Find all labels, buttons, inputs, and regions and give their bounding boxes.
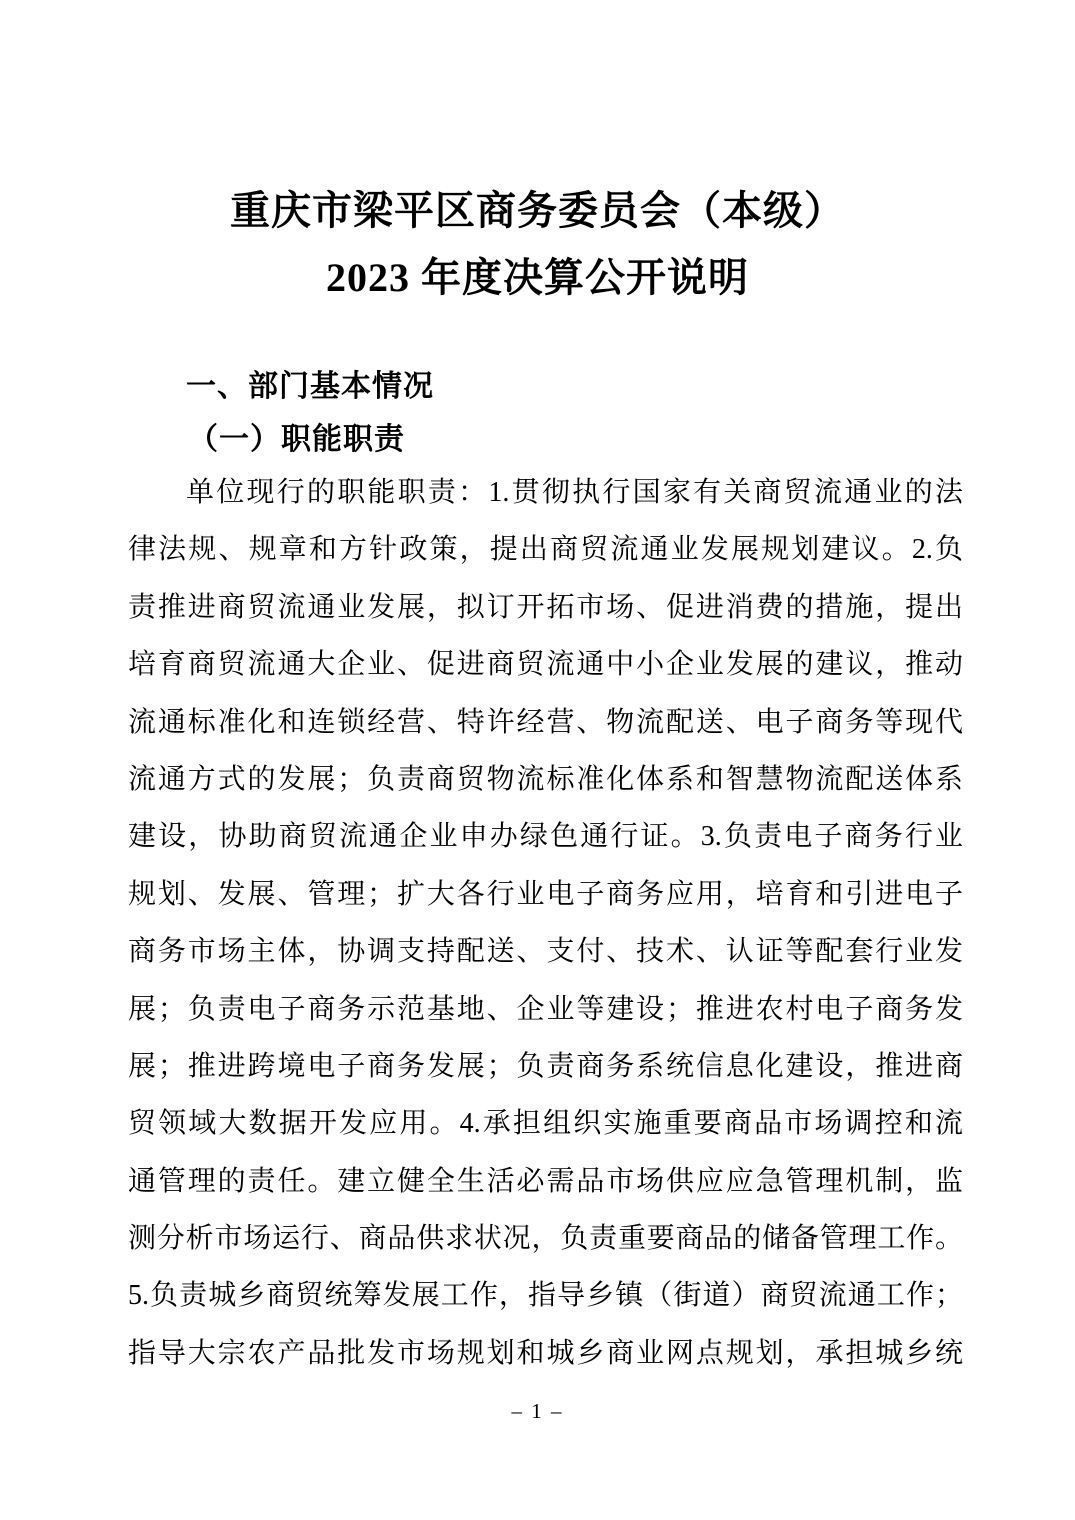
body-line: 展；负责电子商务示范基地、企业等建设；推进农村电子商务发 [128, 993, 963, 1025]
body-line: 单位现行的职能职责：1.贯彻执行国家有关商贸流通业的法 [186, 477, 963, 508]
document-title-line1: 重庆市梁平区商务委员会（本级） [230, 188, 845, 233]
section-heading-basic-info: 一、部门基本情况 [186, 370, 434, 403]
subsection-heading-functions: （一）职能职责 [188, 423, 405, 456]
paragraph-functions [128, 464, 963, 1382]
body-line: 流通标准化和连锁经营、特许经营、物流配送、电子商务等现代 [128, 706, 963, 738]
body-line: 培育商贸流通大企业、促进商贸流通中小企业发展的建议，推动 [128, 649, 963, 681]
body-line: 通管理的责任。建立健全生活必需品市场供应应急管理机制，监 [128, 1165, 963, 1197]
body-line: 责推进商贸流通业发展，拟订开拓市场、促进消费的措施，提出 [128, 591, 963, 623]
body-line: 建设，协助商贸流通企业申办绿色通行证。3.负责电子商务行业 [128, 821, 963, 853]
page-number: – 1 – [511, 1399, 564, 1423]
body-line: 流通方式的发展；负责商贸物流标准化体系和智慧物流配送体系 [128, 763, 963, 795]
body-line: 商务市场主体，协调支持配送、支付、技术、认证等配套行业发 [128, 936, 963, 968]
body-line: 贸领域大数据开发应用。4.承担组织实施重要商品市场调控和流 [128, 1108, 963, 1140]
body-line: 5.负责城乡商贸统筹发展工作，指导乡镇（街道）商贸流通工作； [128, 1280, 963, 1312]
body-line: 律法规、规章和方针政策，提出商贸流通业发展规划建议。2.负 [128, 534, 963, 566]
document-title-line2: 2023 年度决算公开说明 [326, 255, 749, 300]
body-line: 测分析市场运行、商品供求状况，负责重要商品的储备管理工作。 [128, 1223, 963, 1255]
body-line: 指导大宗农产品批发市场规划和城乡商业网点规划，承担城乡统 [128, 1337, 963, 1369]
body-line: 展；推进跨境电子商务发展；负责商务系统信息化建设，推进商 [128, 1050, 963, 1082]
body-line: 规划、发展、管理；扩大各行业电子商务应用，培育和引进电子 [128, 878, 963, 910]
